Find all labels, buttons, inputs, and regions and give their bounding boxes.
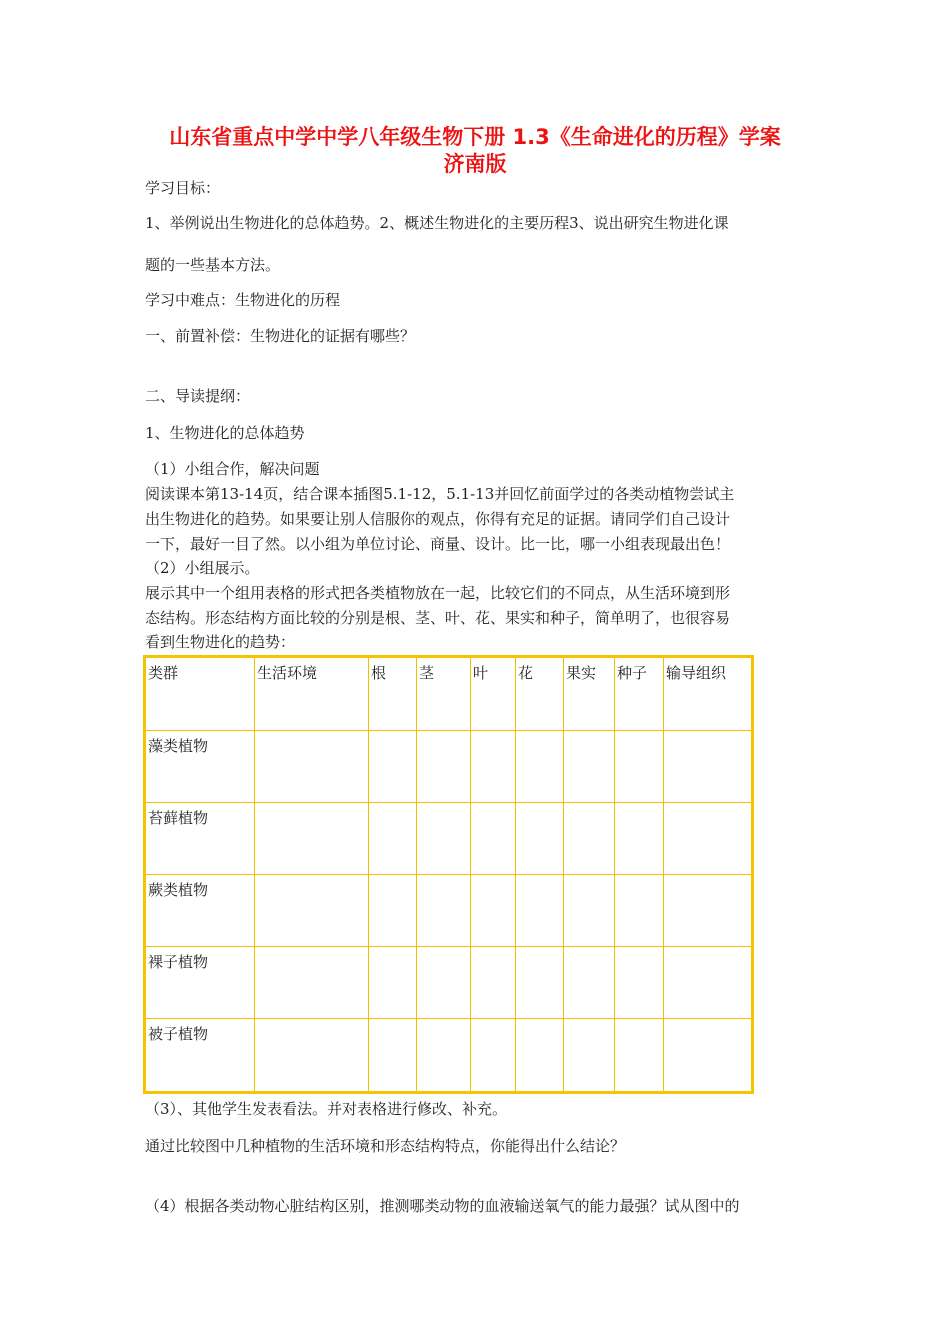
blank-cell[interactable] (369, 874, 417, 946)
table-header-cell: 根 (369, 657, 417, 731)
plant-comparison-table (143, 655, 754, 1094)
table-row (145, 731, 753, 803)
blank-cell[interactable] (564, 946, 615, 1018)
blank-cell[interactable] (516, 874, 564, 946)
table-header-cell: 果实 (564, 657, 615, 731)
blank-cell[interactable] (664, 946, 753, 1018)
blank-cell[interactable] (417, 803, 471, 875)
blank-cell[interactable] (664, 731, 753, 803)
blank-cell[interactable] (369, 1018, 417, 1093)
step2-title: （2）小组展示。 (145, 559, 260, 577)
table-header-cell: 类群 (145, 657, 255, 731)
step1-text-line: 出生物进化的趋势。如果要让别人信服你的观点，你得有充足的证据。请同学们自己设计 (145, 510, 731, 528)
blank-cell[interactable] (255, 803, 369, 875)
blank-cell[interactable] (369, 731, 417, 803)
objectives-heading: 学习目标： (145, 179, 221, 197)
table-header-cell: 叶 (471, 657, 516, 731)
blank-cell[interactable] (471, 874, 516, 946)
row-label-cell: 被子植物 (145, 1018, 255, 1093)
blank-cell[interactable] (471, 1018, 516, 1093)
blank-cell[interactable] (471, 731, 516, 803)
document-title: 山东省重点中学中学八年级生物下册 1.3《生命进化的历程》学案 (169, 125, 781, 149)
objectives-text-line: 1、举例说出生物进化的总体趋势。2、概述生物进化的主要历程3、说出研究生物进化课 (145, 214, 729, 232)
step3-text: （3）、其他学生发表看法。并对表格进行修改、补充。 (145, 1100, 508, 1118)
blank-cell[interactable] (369, 803, 417, 875)
key-points: 学习中难点：生物进化的历程 (145, 291, 341, 309)
row-label-cell: 苔藓植物 (145, 803, 255, 875)
blank-cell[interactable] (615, 731, 664, 803)
blank-cell[interactable] (516, 1018, 564, 1093)
step1-text-line: 阅读课本第13-14页，结合课本插图5.1-12，5.1-13并回忆前面学过的各类动植物尝试主 (145, 485, 735, 503)
row-label-cell: 藻类植物 (145, 731, 255, 803)
document-subtitle: 济南版 (443, 152, 507, 176)
blank-cell[interactable] (516, 946, 564, 1018)
guide-heading: 二、导读提纲： (145, 387, 251, 405)
table-header-cell: 输导组织 (664, 657, 753, 731)
table-row (145, 874, 753, 946)
blank-cell[interactable] (516, 731, 564, 803)
blank-cell[interactable] (255, 731, 369, 803)
blank-cell[interactable] (564, 1018, 615, 1093)
table-header-row (145, 657, 753, 731)
table-row (145, 946, 753, 1018)
step1-text-line: 一下，最好一目了然。以小组为单位讨论、商量、设计。比一比，哪一小组表现最出色！ (145, 535, 731, 553)
table-header-cell: 生活环境 (255, 657, 369, 731)
blank-cell[interactable] (664, 1018, 753, 1093)
blank-cell[interactable] (615, 803, 664, 875)
blank-cell[interactable] (417, 946, 471, 1018)
step2-text-line: 态结构。形态结构方面比较的分别是根、茎、叶、花、果实和种子，简单明了，也很容易 (145, 609, 731, 627)
blank-cell[interactable] (615, 874, 664, 946)
blank-cell[interactable] (417, 874, 471, 946)
blank-cell[interactable] (564, 731, 615, 803)
table-header-cell: 茎 (417, 657, 471, 731)
blank-cell[interactable] (471, 946, 516, 1018)
step4-text: （4）根据各类动物心脏结构区别，推测哪类动物的血液输送氧气的能力最强？试从图中的 (145, 1197, 740, 1215)
row-label-cell: 裸子植物 (145, 946, 255, 1018)
blank-cell[interactable] (255, 946, 369, 1018)
blank-cell[interactable] (564, 874, 615, 946)
blank-cell[interactable] (471, 803, 516, 875)
preview-question: 一、前置补偿：生物进化的证据有哪些？ (145, 327, 416, 345)
table-header-cell: 种子 (615, 657, 664, 731)
blank-cell[interactable] (615, 946, 664, 1018)
step1-title: （1）小组合作，解决问题 (145, 460, 320, 478)
step2-text-line: 看到生物进化的趋势： (145, 633, 296, 651)
objectives-text-line: 题的一些基本方法。 (145, 256, 281, 274)
blank-cell[interactable] (615, 1018, 664, 1093)
step2-text-line: 展示其中一个组用表格的形式把各类植物放在一起，比较它们的不同点，从生活环境到形 (145, 584, 731, 602)
blank-cell[interactable] (369, 946, 417, 1018)
conclusion-question: 通过比较图中几种植物的生活环境和形态结构特点，你能得出什么结论？ (145, 1137, 626, 1155)
blank-cell[interactable] (664, 803, 753, 875)
blank-cell[interactable] (516, 803, 564, 875)
table-row (145, 1018, 753, 1093)
table-header-cell: 花 (516, 657, 564, 731)
row-label-cell: 蕨类植物 (145, 874, 255, 946)
trend-heading: 1、生物进化的总体趋势 (145, 424, 305, 442)
table-row (145, 803, 753, 875)
blank-cell[interactable] (255, 1018, 369, 1093)
blank-cell[interactable] (417, 731, 471, 803)
blank-cell[interactable] (664, 874, 753, 946)
blank-cell[interactable] (417, 1018, 471, 1093)
blank-cell[interactable] (255, 874, 369, 946)
blank-cell[interactable] (564, 803, 615, 875)
